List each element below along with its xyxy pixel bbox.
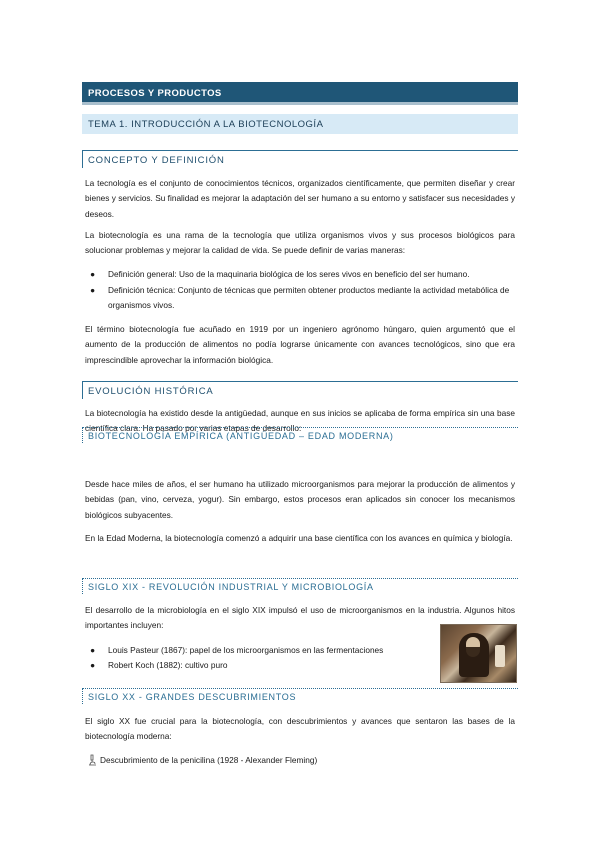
heading-concepto: CONCEPTO Y DEFINICIÓN [82, 150, 518, 168]
banner-underline [82, 102, 518, 105]
paragraph-siglo-xix: El desarrollo de la microbiología en el siglo XIX impulsó el uso de microorganismos en la industria. Algunos hitos importantes incluyen: [85, 605, 515, 631]
heading-biotec-empirica: BIOTECNOLOGÍA EMPÍRICA (ANTIGÜEDAD – EDAD MODERNA) [82, 427, 518, 443]
hitos-list [85, 643, 435, 673]
microscope-icon [88, 754, 97, 766]
heading-siglo-xx: SIGLO XX - GRANDES DESCUBRIMIENTOS [82, 688, 518, 704]
heading-evolucion: EVOLUCIÓN HISTÓRICA [82, 381, 518, 399]
list-item: ● Definición general: Uso de la maquinaria biológica de los seres vivos en beneficio del ser humano. [85, 267, 515, 282]
bullet-icon: ● [90, 645, 96, 655]
portrait-photo [440, 624, 517, 683]
bullet-icon: ● [90, 269, 96, 279]
paragraph-tecnologia: La tecnología es el conjunto de conocimientos técnicos, organizados científicamente, que permiten diseñar y crear bienes y servicios. Su finalidad es mejorar la adaptación del ser humano a su entorno y satisfacer sus necesidades y deseos. [85, 178, 515, 219]
paragraph-termino: El término biotecnología fue acuñado en 1919 por un ingeniero agrónomo húngaro, quien argumentó que el aumento de la producción de alimentos no podía lograrse únicamente con avances tecnológicos, sino que era imprescindible aprovechar la información biológica. [85, 324, 515, 365]
list-item: ● Louis Pasteur (1867): papel de los microorganismos en las fermentaciones [85, 643, 435, 658]
paragraph-empirica: Desde hace miles de años, el ser humano ha utilizado microorganismos para mejorar la producción de alimentos y bebidas (pan, vino, cerveza, yogur). Sin embargo, estos procesos eran aplicados sin conocer los mecanismos biológicos subyacentes. [85, 479, 515, 520]
list-item: ● Definición técnica: Conjunto de técnicas que permiten obtener productos mediante la actividad metabólica de organismos vivos. [90, 285, 510, 310]
paragraph-evolucion: La biotecnología ha existido desde la antigüedad, aunque en sus inicios se aplicaba de forma empírica sin una base científica clara. Ha pasado por varias etapas de desarrollo: [85, 408, 515, 434]
section-banner: PROCESOS Y PRODUCTOS [82, 82, 518, 102]
bullet-icon: ● [90, 285, 96, 295]
bullet-icon: ● [90, 660, 96, 670]
definitions-list [85, 267, 515, 313]
paragraph-edad-moderna: En la Edad Moderna, la biotecnología comenzó a adquirir una base científica con los avances en química y biología. [85, 533, 513, 543]
topic-title: TEMA 1. INTRODUCCIÓN A LA BIOTECNOLOGÍA [82, 114, 518, 134]
list-item: ● Robert Koch (1882): cultivo puro [85, 658, 435, 673]
heading-siglo-xix: SIGLO XIX - REVOLUCIÓN INDUSTRIAL Y MICROBIOLOGÍA [82, 578, 518, 594]
paragraph-siglo-xx: El siglo XX fue crucial para la biotecnología, con descubrimientos y avances que sentaron las bases de la biotecnología moderna: [85, 716, 515, 742]
paragraph-biotecnologia: La biotecnología es una rama de la tecnología que utiliza organismos vivos y sus procesos biológicos para solucionar problemas y mejorar la calidad de vida. Se puede definir de varias maneras: [85, 230, 515, 256]
item-penicilina: Descubrimiento de la penicilina (1928 - Alexander Fleming) [100, 755, 318, 765]
